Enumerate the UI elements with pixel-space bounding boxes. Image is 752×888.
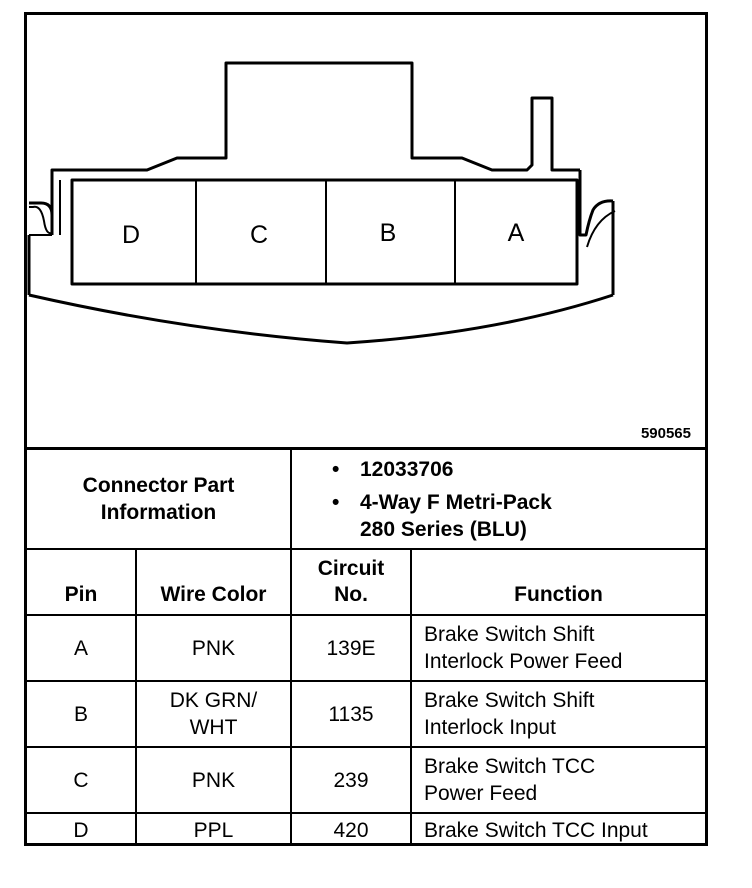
cavity-label-a: A [507,219,525,247]
pin-cell: D [27,813,136,846]
table-row [27,615,705,681]
header-function: Function [411,549,705,615]
pin-cell: B [27,681,136,747]
circuit-cell: 139E [291,615,411,681]
table-row [27,813,705,846]
function-cell: Brake Switch Shift Interlock Power Feed [411,615,705,681]
circuit-cell: 1135 [291,681,411,747]
connector-frame [24,12,708,846]
table-header-row [27,549,705,615]
circuit-cell: 420 [291,813,411,846]
function-cell: Brake Switch Shift Interlock Input [411,681,705,747]
pin-cell: C [27,747,136,813]
connector-diagram [27,15,705,447]
connector-info-label: Connector Part Information [27,449,291,550]
wire-color-cell: PNK [136,747,291,813]
connector-face-drawing [27,15,705,447]
wire-color-cell: PNK [136,615,291,681]
connector-info-row [27,449,705,550]
header-circuit-no: Circuit No. [291,549,411,615]
table-row [27,747,705,813]
cavity-label-c: C [249,221,269,249]
cavity-label-d: D [121,221,141,249]
header-wire-color: Wire Color [136,549,291,615]
table-row [27,681,705,747]
header-pin: Pin [27,549,136,615]
wire-color-cell: DK GRN/ WHT [136,681,291,747]
connector-table [27,447,705,846]
function-cell: Brake Switch TCC Input [411,813,705,846]
part-number: • 12033706 [332,456,705,483]
function-cell: Brake Switch TCC Power Feed [411,747,705,813]
wire-color-cell: PPL [136,813,291,846]
connector-description: • 4-Way F Metri-Pack 280 Series (BLU) [332,489,705,543]
pin-cell: A [27,615,136,681]
figure-number: 590565 [640,425,691,442]
cavity-label-b: B [379,219,397,247]
circuit-cell: 239 [291,747,411,813]
connector-info-details [291,449,705,550]
